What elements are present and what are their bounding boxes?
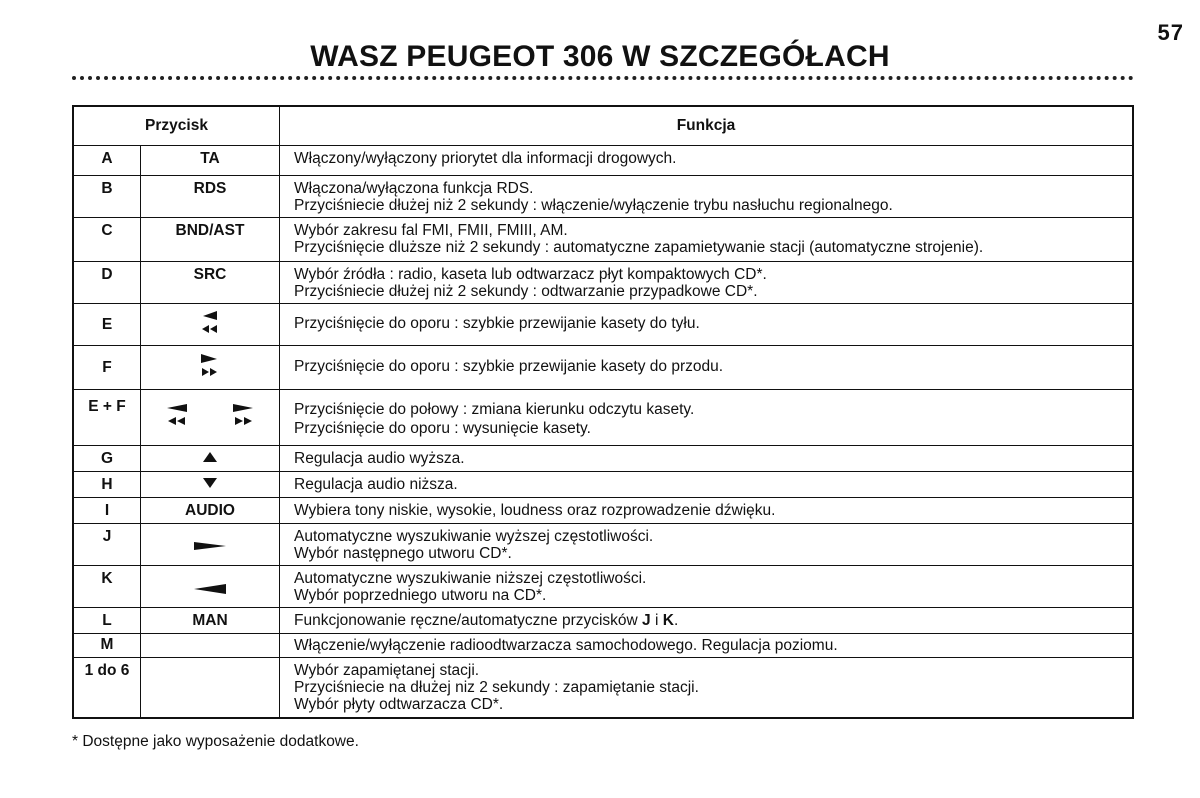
function-text: Regulacja audio wyższa. <box>294 450 465 467</box>
footnote: * Dostępne jako wyposażenie dodatkowe. <box>72 733 359 750</box>
row-function <box>280 498 1134 524</box>
header-function: Funkcja <box>280 106 1134 146</box>
row-button: MAN <box>141 608 280 634</box>
table-row <box>73 446 1133 472</box>
table-row <box>73 524 1133 566</box>
rewind-icon <box>199 309 221 338</box>
row-function <box>280 658 1134 718</box>
row-button <box>141 304 280 346</box>
row-button: AUDIO <box>141 498 280 524</box>
function-text: Wybór zakresu fal FMI, FMII, FMIII, AM. <box>294 222 568 239</box>
row-button <box>141 472 280 498</box>
row-function <box>280 390 1134 446</box>
row-letter: G <box>73 446 141 472</box>
row-letter: I <box>73 498 141 524</box>
function-text: Przyciśnięcie dluższe niż 2 sekundy : automatyczne zapamietywanie stacji (automatyczne strojenie). <box>294 239 984 256</box>
row-letter: M <box>73 634 141 658</box>
row-button <box>141 566 280 608</box>
function-text: Przyciśniecie dłużej niż 2 sekundy : odtwarzanie przypadkowe CD*. <box>294 283 758 300</box>
table-row <box>73 472 1133 498</box>
row-button: SRC <box>141 262 280 304</box>
function-text: Wybiera tony niskie, wysokie, loudness oraz rozprowadzenie dźwięku. <box>294 502 776 519</box>
function-text: Włączenie/wyłączenie radioodtwarzacza samochodowego. Regulacja poziomu. <box>294 637 838 654</box>
function-text: Przyciśniecie dłużej niż 2 sekundy : włączenie/wyłączenie trybu nasłuchu regionalnego. <box>294 197 893 214</box>
function-text: Przyciśnięcie do oporu : szybkie przewijanie kasety do przodu. <box>294 358 724 375</box>
row-function <box>280 146 1134 176</box>
row-button <box>141 658 280 718</box>
row-button <box>141 634 280 658</box>
button-j-ref: J <box>642 612 651 629</box>
table-row <box>73 346 1133 390</box>
table-row <box>73 146 1133 176</box>
table-row <box>73 176 1133 218</box>
row-button: RDS <box>141 176 280 218</box>
page-number: 57 <box>1157 20 1184 45</box>
function-text <box>294 612 1124 629</box>
table-row <box>73 608 1133 634</box>
row-letter: 1 do 6 <box>73 658 141 718</box>
row-letter: K <box>73 566 141 608</box>
row-button <box>141 390 280 446</box>
function-text: Przyciśnięcie do oporu : wysunięcie kasety. <box>294 420 591 437</box>
row-function <box>280 218 1134 262</box>
up-arrow-icon <box>202 451 218 465</box>
function-text-mid: i <box>650 612 663 629</box>
row-letter: E + F <box>73 390 141 446</box>
function-text: Wybór źródła : radio, kaseta lub odtwarzacz płyt kompaktowych CD*. <box>294 266 767 283</box>
rewind-icon <box>165 402 189 433</box>
function-text-prefix: Funkcjonowanie ręczne/automatyczne przycisków <box>294 612 643 629</box>
button-k-ref: K <box>662 612 674 629</box>
row-letter: J <box>73 524 141 566</box>
row-button <box>141 346 280 390</box>
row-letter: F <box>73 346 141 390</box>
table-header-row <box>73 106 1133 146</box>
row-function <box>280 472 1134 498</box>
fast-forward-icon <box>199 352 221 381</box>
table-row <box>73 304 1133 346</box>
function-text: Przyciśniecie na dłużej niz 2 sekundy : zapamiętanie stacji. <box>294 679 699 696</box>
row-function <box>280 446 1134 472</box>
dotted-divider <box>72 76 1134 80</box>
row-function <box>280 304 1134 346</box>
header-button: Przycisk <box>73 106 280 146</box>
table-row <box>73 262 1133 304</box>
row-function <box>280 524 1134 566</box>
row-letter: E <box>73 304 141 346</box>
row-function <box>280 346 1134 390</box>
row-button <box>141 446 280 472</box>
down-arrow-icon <box>202 477 218 491</box>
row-button <box>141 524 280 566</box>
row-button: BND/AST <box>141 218 280 262</box>
function-text: Wybór zapamiętanej stacji. <box>294 662 480 679</box>
row-function <box>280 262 1134 304</box>
row-letter: D <box>73 262 141 304</box>
seek-down-icon <box>193 583 227 597</box>
function-text-suffix: . <box>673 612 679 629</box>
table-row <box>73 658 1133 718</box>
row-button: TA <box>141 146 280 176</box>
radio-controls-table <box>72 105 1134 719</box>
table-row <box>73 566 1133 608</box>
row-letter: A <box>73 146 141 176</box>
row-letter: C <box>73 218 141 262</box>
function-text: Przyciśnięcie do połowy : zmiana kierunku odczytu kasety. <box>294 401 695 418</box>
function-text: Automatyczne wyszukiwanie niższej częstotliwości. <box>294 570 647 587</box>
fast-forward-icon <box>231 402 255 433</box>
row-function <box>280 566 1134 608</box>
row-function <box>280 634 1134 658</box>
function-text: Wybór poprzedniego utworu na CD*. <box>294 587 547 604</box>
table-row <box>73 390 1133 446</box>
row-letter: H <box>73 472 141 498</box>
function-text: Przyciśnięcie do oporu : szybkie przewijanie kasety do tyłu. <box>294 315 700 332</box>
row-letter: B <box>73 176 141 218</box>
function-text: Włączony/wyłączony priorytet dla informacji drogowych. <box>294 150 677 167</box>
table-row <box>73 634 1133 658</box>
table-row <box>73 218 1133 262</box>
function-text: Regulacja audio niższa. <box>294 476 458 493</box>
row-function <box>280 608 1134 634</box>
row-function <box>280 176 1134 218</box>
function-text: Wybór następnego utworu CD*. <box>294 545 512 562</box>
seek-up-icon <box>193 540 227 554</box>
function-text: Włączona/wyłączona funkcja RDS. <box>294 180 534 197</box>
function-text: Automatyczne wyszukiwanie wyższej częstotliwości. <box>294 528 654 545</box>
row-letter: L <box>73 608 141 634</box>
table-row <box>73 498 1133 524</box>
page-title: WASZ PEUGEOT 306 W SZCZEGÓŁACH <box>310 40 890 73</box>
function-text: Wybór płyty odtwarzacza CD*. <box>294 696 504 713</box>
